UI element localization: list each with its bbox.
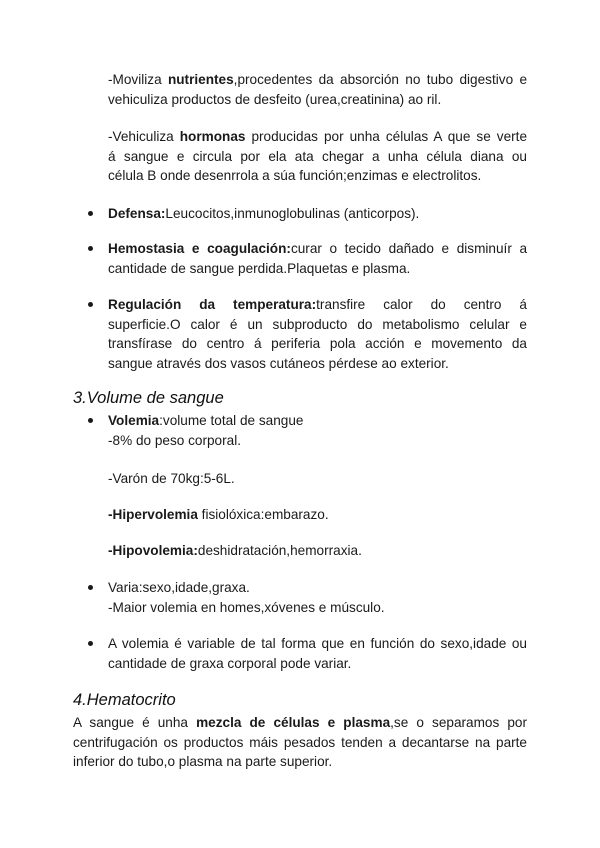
nutrientes-line-1 [108,70,527,90]
bold-term: nutrientes [167,72,234,87]
item-varia [108,578,527,617]
bullet-icon [88,246,93,251]
text: ,se o separamos por [390,715,528,730]
hemostasia-line-1 [108,239,527,259]
hemostasia-line-2: cantidade de sangue perdida.Plaquetas e plasma. [108,260,411,276]
bullet-icon [88,211,93,216]
text: curar o tecido dañado e disminuír a [290,241,528,256]
bold-term: mezcla de células e plasma [196,715,391,730]
peso-line: -8% do peso corporal. [108,432,241,448]
text: -Varón de 70kg:5-6L. [108,471,235,486]
section-4-heading: 4.Hematocrito [73,691,176,709]
text: A sangue é unha [73,715,197,730]
text: -Moviliza [108,72,168,87]
avolemia-line-1: A volemia é variable de tal forma que en función do sexo,idade ou [108,636,527,651]
maior-line: -Maior volemia en homes,xóvenes e músculo. [108,599,385,615]
paragraph-hematocrito [73,713,527,772]
hematocrito-line-1 [73,713,527,733]
bold-term: hormonas [179,129,246,144]
bullet-icon [88,418,93,423]
bold-term: -Hipervolemia [108,507,198,522]
item-volemia [108,411,527,450]
paragraph-nutrientes [108,70,527,109]
hipervolemia-text [108,505,527,525]
bold-term: -Hipovolemia: [108,543,198,558]
item-avolemia [108,634,527,673]
hipovolemia-line [108,541,527,561]
hematocrito-line-3: inferior do tubo,o plasma na parte superior. [73,754,333,769]
hipervolemia-line [108,505,527,525]
regulacion-line-3: transfírase do centro á periferia pola acción e movemento da [108,336,527,351]
regulacion-line-4: sangue através dos vasos cutáneos pérdese ao exterior. [108,355,449,371]
text: producidas por unha células A que se verte [245,129,528,144]
bullet-icon [88,302,93,307]
bullet-icon [88,641,93,646]
bold-term: Defensa: [108,206,166,221]
bold-term: Regulación da temperatura: [108,297,317,312]
text: Leucocitos,inmunoglobulinas (anticorpos). [165,206,420,221]
varia-line: Varia:sexo,idade,graxa. [108,580,250,595]
text: ,procedentes da absorción no tubo digestivo e [233,72,528,87]
bold-term: Hemostasia e coagulación: [108,241,291,256]
item-defensa [108,204,527,224]
volemia-line [108,411,527,431]
text: deshidratación,hemorraxia. [197,543,362,558]
item-hemostasia [108,239,527,278]
hormonas-line-2: á sangue e circula por ela ata chegar a unha célula diana ou [108,148,527,164]
hormonas-line-3: célula B onde desenrrola a súa función;enzimas e electrolitos. [108,168,482,183]
regulacion-line-2: superficie.O calor é un subproducto do metabolismo celular e [108,316,527,332]
avolemia-line-2: cantidade de graxa corporal pode variar. [108,655,352,671]
text: fisiolóxica:embarazo. [197,507,329,522]
section-3-heading: 3.Volume de sangue [73,389,224,407]
hipovolemia-text [108,541,527,561]
text: :volume total de sangue [159,413,304,428]
bold-term: Volemia [108,413,160,428]
bullet-icon [88,585,93,590]
text: transfire calor do centro á [316,297,527,312]
nutrientes-line-2: vehiculiza productos de desfeito (urea,creatinina) ao ril. [108,91,442,107]
varon-line [108,469,527,489]
regulacion-line-1 [108,295,527,315]
item-regulacion [108,295,527,373]
text: -Vehiculiza [108,129,180,144]
defensa-line [108,204,527,224]
hormonas-line-1 [108,127,527,147]
hematocrito-line-2: centrifugación os productos máis pesados tenden a decantarse na parte [73,734,527,750]
paragraph-hormonas [108,127,527,186]
